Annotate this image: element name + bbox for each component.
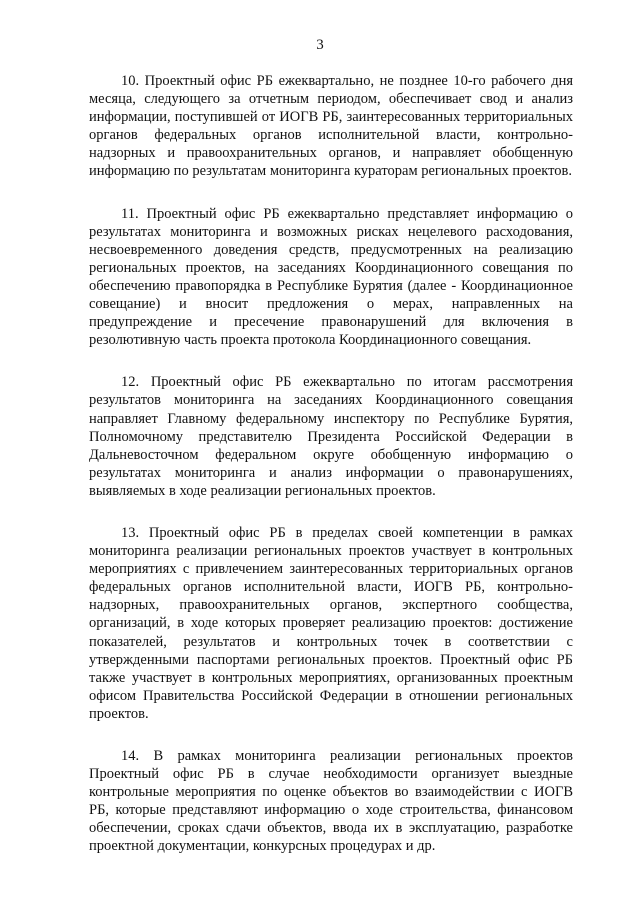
- page-number: 3: [316, 37, 324, 53]
- document-body: [89, 72, 573, 880]
- paragraph-11: 11. Проектный офис РБ ежеквартально представляет информацию о результатах мониторинга и возможных рисках нецелевого расходования, несвоевременного доведения средств, предусмотренных на реализацию региональных проектов, на заседаниях Координационного совещания по обеспечению правопорядка в Республике Бурятия (далее - Координационное совещание) и вносит предложения о мерах, направленных на предупреждение и пресечение правонарушений для включения в резолютивную часть проекта протокола Координационного совещания.: [89, 205, 573, 349]
- paragraph-10: 10. Проектный офис РБ ежеквартально, не позднее 10-го рабочего дня месяца, следующего за отчетным периодом, обеспечивает свод и анализ информации, поступившей от ИОГВ РБ, заинтересованных территориальных органов федеральных органов исполнительной власти, контрольно-надзорных и правоохранительных органов, и направляет обобщенную информацию по результатам мониторинга кураторам региональных проектов.: [89, 73, 573, 180]
- paragraph-13: 13. Проектный офис РБ в пределах своей компетенции в рамках мониторинга реализации региональных проектов участвует в контрольных мероприятиях с привлечением заинтересованных территориальных органов федеральных органов исполнительной власти, ИОГВ РБ, контрольно-надзорных, правоохранительных органов, экспертного сообщества, организаций, в ходе которых проверяет реализацию проектов: достижение показателей, результатов и контрольных точек в соответствии с утвержденными паспортами региональных проектов. Проектный офис РБ также участвует в контрольных мероприятиях, организованных проектным офисом Правительства Российской Федерации в отношении региональных проектов.: [89, 524, 573, 722]
- paragraph-14: 14. В рамках мониторинга реализации региональных проектов Проектный офис РБ в случае необходимости организует выездные контрольные мероприятия по оценке объектов во взаимодействии с ИОГВ РБ, которые представляют информацию о ходе строительства, финансовом обеспечении, сроках сдачи объектов, ввода их в эксплуатацию, разработке проектной документации, конкурсных процедурах и др.: [89, 748, 573, 855]
- paragraph-12: 12. Проектный офис РБ ежеквартально по итогам рассмотрения результатов мониторинга на заседаниях Координационного совещания направляет Главному федеральному инспектору по Республике Бурятия, Полномочному представителю Президента Российской Федерации в Дальневосточном федеральном округе обобщенную информацию о результатах мониторинга и анализ информации о правонарушениях, выявляемых в ходе реализации региональных проектов.: [89, 374, 573, 499]
